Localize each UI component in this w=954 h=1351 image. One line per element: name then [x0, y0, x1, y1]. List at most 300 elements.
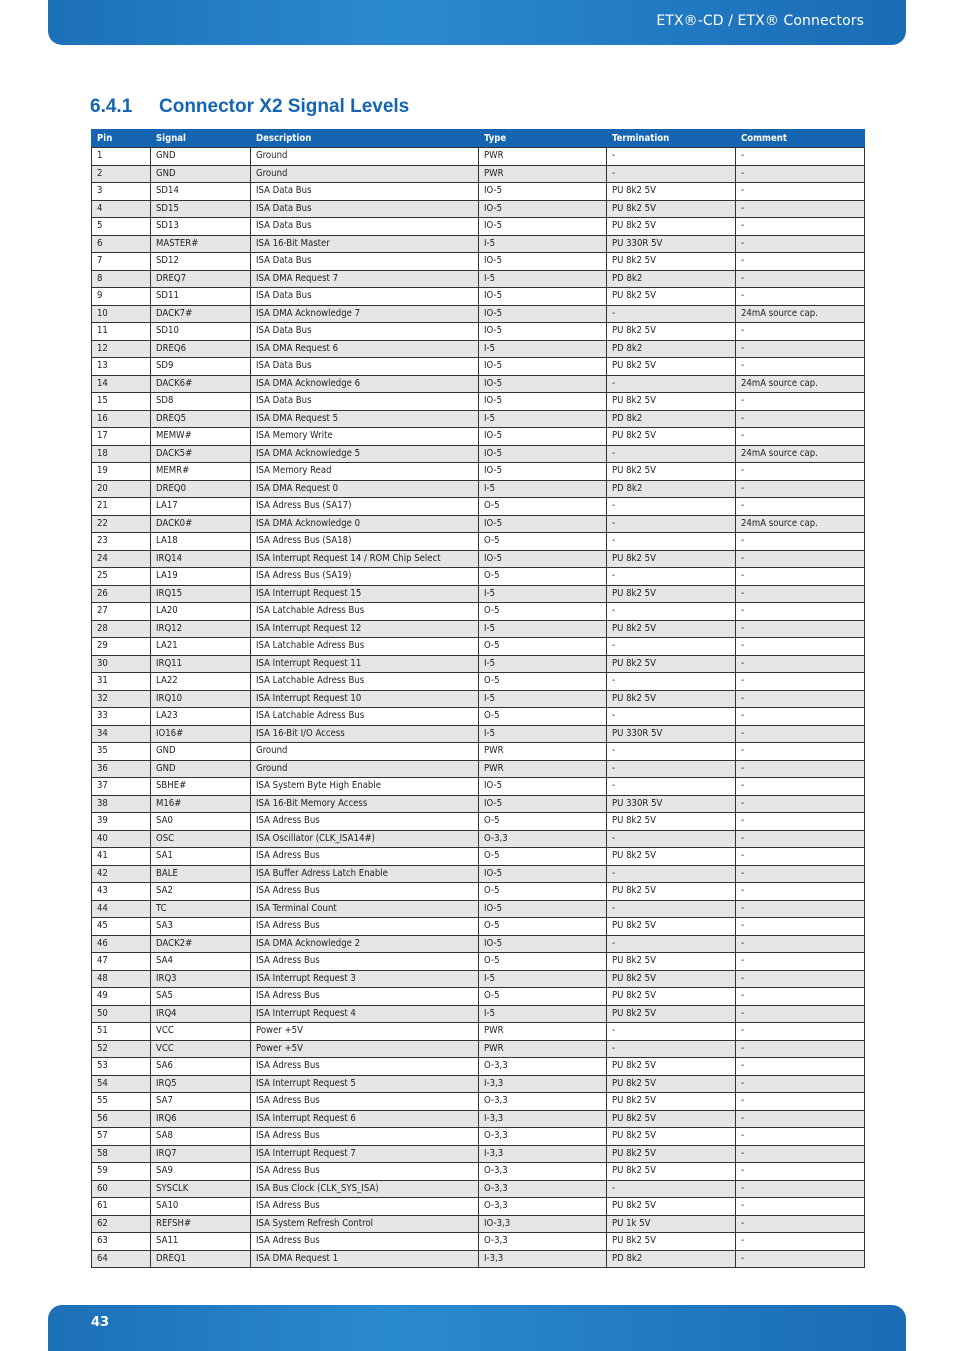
cell-signal: SA11: [151, 1233, 251, 1251]
cell-signal: IRQ3: [151, 970, 251, 988]
cell-termination: PD 8k2: [607, 1250, 736, 1268]
cell-comment: -: [736, 970, 865, 988]
table-row: [92, 725, 865, 743]
cell-type: O-5: [479, 498, 607, 516]
table-row: [92, 218, 865, 236]
table-row: [92, 1250, 865, 1268]
cell-description: ISA Interrupt Request 15: [251, 585, 479, 603]
cell-description: ISA DMA Acknowledge 0: [251, 515, 479, 533]
cell-type: I-3,3: [479, 1250, 607, 1268]
cell-type: I-5: [479, 1005, 607, 1023]
cell-pin: 29: [92, 638, 151, 656]
cell-termination: PU 8k2 5V: [607, 1005, 736, 1023]
cell-description: ISA Data Bus: [251, 393, 479, 411]
cell-termination: -: [607, 638, 736, 656]
cell-comment: -: [736, 935, 865, 953]
cell-signal: SA4: [151, 953, 251, 971]
cell-termination: PU 8k2 5V: [607, 463, 736, 481]
cell-type: O-5: [479, 953, 607, 971]
table-row: [92, 970, 865, 988]
cell-comment: -: [736, 340, 865, 358]
cell-description: ISA Interrupt Request 5: [251, 1075, 479, 1093]
cell-pin: 32: [92, 690, 151, 708]
cell-description: ISA 16-Bit Master: [251, 235, 479, 253]
cell-description: ISA Interrupt Request 11: [251, 655, 479, 673]
table-row: [92, 428, 865, 446]
cell-signal: IRQ5: [151, 1075, 251, 1093]
cell-type: IO-5: [479, 463, 607, 481]
cell-comment: 24mA source cap.: [736, 445, 865, 463]
column-header-signal: Signal: [151, 130, 251, 148]
cell-type: IO-5: [479, 515, 607, 533]
cell-type: O-3,3: [479, 1128, 607, 1146]
table-row: [92, 795, 865, 813]
cell-type: O-3,3: [479, 830, 607, 848]
table-row: [92, 883, 865, 901]
cell-description: ISA Adress Bus: [251, 848, 479, 866]
cell-type: I-5: [479, 970, 607, 988]
cell-signal: DREQ5: [151, 410, 251, 428]
signal-levels-table: [91, 129, 865, 1268]
cell-description: ISA Latchable Adress Bus: [251, 603, 479, 621]
cell-type: O-3,3: [479, 1198, 607, 1216]
table-row: [92, 585, 865, 603]
cell-description: ISA Adress Bus: [251, 1233, 479, 1251]
cell-termination: PU 8k2 5V: [607, 883, 736, 901]
cell-description: ISA Interrupt Request 12: [251, 620, 479, 638]
cell-comment: 24mA source cap.: [736, 515, 865, 533]
cell-signal: DREQ1: [151, 1250, 251, 1268]
cell-comment: -: [736, 148, 865, 166]
cell-termination: PU 8k2 5V: [607, 1128, 736, 1146]
cell-comment: -: [736, 1198, 865, 1216]
cell-signal: LA18: [151, 533, 251, 551]
cell-signal: GND: [151, 148, 251, 166]
cell-pin: 16: [92, 410, 151, 428]
cell-pin: 27: [92, 603, 151, 621]
cell-pin: 50: [92, 1005, 151, 1023]
cell-pin: 40: [92, 830, 151, 848]
cell-termination: -: [607, 165, 736, 183]
cell-pin: 44: [92, 900, 151, 918]
cell-signal: IRQ7: [151, 1145, 251, 1163]
cell-description: Power +5V: [251, 1040, 479, 1058]
cell-signal: SA7: [151, 1093, 251, 1111]
table-row: [92, 498, 865, 516]
cell-description: ISA DMA Request 5: [251, 410, 479, 428]
footer-bar: [48, 1305, 906, 1351]
cell-comment: -: [736, 393, 865, 411]
cell-pin: 62: [92, 1215, 151, 1233]
cell-type: IO-5: [479, 253, 607, 271]
table-row: [92, 550, 865, 568]
table-row: [92, 1198, 865, 1216]
cell-comment: -: [736, 673, 865, 691]
cell-comment: -: [736, 795, 865, 813]
cell-signal: SA10: [151, 1198, 251, 1216]
cell-pin: 1: [92, 148, 151, 166]
cell-signal: SD8: [151, 393, 251, 411]
cell-pin: 36: [92, 760, 151, 778]
cell-type: I-5: [479, 655, 607, 673]
cell-comment: -: [736, 410, 865, 428]
cell-termination: PU 8k2 5V: [607, 1058, 736, 1076]
cell-description: ISA DMA Acknowledge 5: [251, 445, 479, 463]
cell-termination: -: [607, 760, 736, 778]
cell-signal: DACK0#: [151, 515, 251, 533]
cell-description: ISA Interrupt Request 6: [251, 1110, 479, 1128]
cell-comment: -: [736, 883, 865, 901]
cell-type: PWR: [479, 743, 607, 761]
cell-signal: VCC: [151, 1023, 251, 1041]
cell-signal: SA0: [151, 813, 251, 831]
cell-type: O-5: [479, 708, 607, 726]
cell-termination: -: [607, 743, 736, 761]
cell-comment: -: [736, 760, 865, 778]
cell-description: ISA Adress Bus: [251, 1058, 479, 1076]
cell-signal: IRQ6: [151, 1110, 251, 1128]
cell-description: ISA Latchable Adress Bus: [251, 638, 479, 656]
cell-termination: PU 8k2 5V: [607, 550, 736, 568]
table-row: [92, 708, 865, 726]
cell-description: ISA Adress Bus: [251, 883, 479, 901]
table-row: [92, 200, 865, 218]
cell-termination: PU 8k2 5V: [607, 428, 736, 446]
cell-signal: SD13: [151, 218, 251, 236]
cell-description: ISA System Byte High Enable: [251, 778, 479, 796]
cell-description: Ground: [251, 760, 479, 778]
cell-type: I-3,3: [479, 1145, 607, 1163]
cell-type: O-5: [479, 988, 607, 1006]
cell-comment: -: [736, 830, 865, 848]
cell-pin: 6: [92, 235, 151, 253]
cell-pin: 47: [92, 953, 151, 971]
cell-signal: DACK7#: [151, 305, 251, 323]
cell-type: I-5: [479, 235, 607, 253]
cell-termination: PU 8k2 5V: [607, 288, 736, 306]
table-row: [92, 1233, 865, 1251]
cell-description: ISA 16-Bit I/O Access: [251, 725, 479, 743]
cell-comment: -: [736, 1250, 865, 1268]
cell-termination: PU 8k2 5V: [607, 183, 736, 201]
cell-pin: 39: [92, 813, 151, 831]
cell-pin: 17: [92, 428, 151, 446]
cell-signal: IRQ4: [151, 1005, 251, 1023]
cell-pin: 55: [92, 1093, 151, 1111]
cell-type: I-5: [479, 270, 607, 288]
cell-comment: -: [736, 498, 865, 516]
cell-pin: 54: [92, 1075, 151, 1093]
cell-pin: 23: [92, 533, 151, 551]
cell-description: Power +5V: [251, 1023, 479, 1041]
cell-termination: PU 8k2 5V: [607, 323, 736, 341]
table-row: [92, 533, 865, 551]
cell-comment: -: [736, 323, 865, 341]
cell-signal: TC: [151, 900, 251, 918]
cell-description: ISA Adress Bus: [251, 813, 479, 831]
cell-termination: PU 8k2 5V: [607, 1110, 736, 1128]
page-title: [90, 96, 409, 118]
cell-description: ISA Data Bus: [251, 200, 479, 218]
cell-pin: 2: [92, 165, 151, 183]
cell-type: O-3,3: [479, 1093, 607, 1111]
cell-comment: -: [736, 1110, 865, 1128]
cell-type: I-5: [479, 340, 607, 358]
cell-description: ISA Adress Bus (SA17): [251, 498, 479, 516]
cell-pin: 31: [92, 673, 151, 691]
cell-termination: -: [607, 568, 736, 586]
cell-comment: -: [736, 690, 865, 708]
cell-type: O-5: [479, 568, 607, 586]
cell-termination: -: [607, 865, 736, 883]
cell-type: O-5: [479, 638, 607, 656]
cell-type: I-5: [479, 620, 607, 638]
cell-termination: -: [607, 900, 736, 918]
table-row: [92, 375, 865, 393]
cell-type: I-5: [479, 725, 607, 743]
cell-pin: 22: [92, 515, 151, 533]
cell-type: IO-5: [479, 550, 607, 568]
cell-type: PWR: [479, 760, 607, 778]
cell-termination: -: [607, 533, 736, 551]
cell-comment: -: [736, 1005, 865, 1023]
cell-termination: PU 8k2 5V: [607, 970, 736, 988]
cell-comment: -: [736, 778, 865, 796]
table-row: [92, 830, 865, 848]
cell-termination: -: [607, 1180, 736, 1198]
cell-pin: 46: [92, 935, 151, 953]
cell-termination: PD 8k2: [607, 340, 736, 358]
cell-comment: -: [736, 428, 865, 446]
cell-termination: -: [607, 375, 736, 393]
table-row: [92, 235, 865, 253]
cell-termination: -: [607, 445, 736, 463]
cell-termination: PD 8k2: [607, 480, 736, 498]
cell-description: ISA Adress Bus (SA18): [251, 533, 479, 551]
table-row: [92, 393, 865, 411]
cell-comment: -: [736, 988, 865, 1006]
cell-termination: -: [607, 498, 736, 516]
cell-signal: M16#: [151, 795, 251, 813]
cell-termination: -: [607, 708, 736, 726]
cell-termination: PU 330R 5V: [607, 235, 736, 253]
cell-signal: VCC: [151, 1040, 251, 1058]
table-row: [92, 673, 865, 691]
cell-pin: 20: [92, 480, 151, 498]
cell-termination: PU 8k2 5V: [607, 813, 736, 831]
cell-type: I-5: [479, 585, 607, 603]
cell-termination: PU 8k2 5V: [607, 918, 736, 936]
cell-description: ISA DMA Request 6: [251, 340, 479, 358]
cell-description: ISA Adress Bus: [251, 988, 479, 1006]
table-row: [92, 253, 865, 271]
cell-signal: SBHE#: [151, 778, 251, 796]
cell-signal: DREQ7: [151, 270, 251, 288]
cell-termination: PU 8k2 5V: [607, 1093, 736, 1111]
table-row: [92, 1128, 865, 1146]
table-row: [92, 445, 865, 463]
section-title: Connector X2 Signal Levels: [159, 96, 410, 117]
cell-signal: SD9: [151, 358, 251, 376]
cell-comment: -: [736, 638, 865, 656]
table-row: [92, 620, 865, 638]
cell-description: ISA DMA Request 0: [251, 480, 479, 498]
cell-signal: SA8: [151, 1128, 251, 1146]
cell-description: ISA DMA Request 1: [251, 1250, 479, 1268]
cell-comment: -: [736, 655, 865, 673]
cell-termination: PU 8k2 5V: [607, 585, 736, 603]
cell-type: IO-5: [479, 183, 607, 201]
cell-signal: GND: [151, 760, 251, 778]
cell-pin: 51: [92, 1023, 151, 1041]
cell-type: PWR: [479, 148, 607, 166]
table-row: [92, 918, 865, 936]
cell-pin: 4: [92, 200, 151, 218]
cell-description: ISA DMA Acknowledge 2: [251, 935, 479, 953]
cell-pin: 53: [92, 1058, 151, 1076]
cell-comment: 24mA source cap.: [736, 305, 865, 323]
cell-type: O-3,3: [479, 1058, 607, 1076]
cell-description: Ground: [251, 165, 479, 183]
header-bar: [48, 0, 906, 45]
cell-termination: PD 8k2: [607, 410, 736, 428]
cell-pin: 19: [92, 463, 151, 481]
cell-type: I-3,3: [479, 1075, 607, 1093]
table-row: [92, 1075, 865, 1093]
table-row: [92, 848, 865, 866]
cell-signal: DREQ6: [151, 340, 251, 358]
table-row: [92, 953, 865, 971]
cell-termination: -: [607, 515, 736, 533]
cell-description: ISA DMA Acknowledge 6: [251, 375, 479, 393]
table-row: [92, 1110, 865, 1128]
cell-comment: -: [736, 900, 865, 918]
cell-description: ISA Adress Bus: [251, 1093, 479, 1111]
cell-termination: PU 8k2 5V: [607, 690, 736, 708]
cell-termination: PU 8k2 5V: [607, 1145, 736, 1163]
cell-signal: MEMR#: [151, 463, 251, 481]
cell-signal: LA19: [151, 568, 251, 586]
cell-type: I-5: [479, 480, 607, 498]
cell-description: Ground: [251, 743, 479, 761]
cell-signal: IRQ15: [151, 585, 251, 603]
table-row: [92, 638, 865, 656]
cell-termination: PU 8k2 5V: [607, 655, 736, 673]
cell-signal: SYSCLK: [151, 1180, 251, 1198]
cell-type: O-5: [479, 533, 607, 551]
cell-signal: IRQ12: [151, 620, 251, 638]
cell-signal: SD15: [151, 200, 251, 218]
cell-signal: GND: [151, 743, 251, 761]
cell-description: Ground: [251, 148, 479, 166]
table-row: [92, 813, 865, 831]
cell-signal: LA17: [151, 498, 251, 516]
cell-pin: 59: [92, 1163, 151, 1181]
cell-description: ISA Adress Bus: [251, 953, 479, 971]
cell-termination: PU 8k2 5V: [607, 253, 736, 271]
table-row: [92, 1040, 865, 1058]
cell-termination: PU 8k2 5V: [607, 358, 736, 376]
cell-type: O-3,3: [479, 1163, 607, 1181]
cell-description: ISA Adress Bus (SA19): [251, 568, 479, 586]
cell-termination: -: [607, 673, 736, 691]
section-number: 6.4.1: [90, 96, 133, 117]
cell-signal: SA9: [151, 1163, 251, 1181]
cell-termination: PU 8k2 5V: [607, 393, 736, 411]
cell-type: O-5: [479, 673, 607, 691]
cell-type: IO-5: [479, 305, 607, 323]
cell-description: ISA 16-Bit Memory Access: [251, 795, 479, 813]
cell-pin: 11: [92, 323, 151, 341]
cell-termination: -: [607, 830, 736, 848]
cell-comment: 24mA source cap.: [736, 375, 865, 393]
cell-pin: 60: [92, 1180, 151, 1198]
column-header-termination: Termination: [607, 130, 736, 148]
cell-termination: -: [607, 603, 736, 621]
cell-pin: 56: [92, 1110, 151, 1128]
cell-description: ISA Interrupt Request 3: [251, 970, 479, 988]
cell-type: IO-5: [479, 358, 607, 376]
cell-signal: LA22: [151, 673, 251, 691]
cell-type: O-5: [479, 813, 607, 831]
cell-comment: -: [736, 235, 865, 253]
table-row: [92, 1163, 865, 1181]
cell-termination: PU 8k2 5V: [607, 1233, 736, 1251]
cell-pin: 7: [92, 253, 151, 271]
cell-comment: -: [736, 183, 865, 201]
cell-signal: SD10: [151, 323, 251, 341]
cell-termination: PU 8k2 5V: [607, 953, 736, 971]
column-header-comment: Comment: [736, 130, 865, 148]
cell-comment: -: [736, 288, 865, 306]
cell-description: ISA Data Bus: [251, 358, 479, 376]
cell-type: O-5: [479, 883, 607, 901]
cell-signal: SD14: [151, 183, 251, 201]
cell-signal: IRQ11: [151, 655, 251, 673]
table-row: [92, 760, 865, 778]
cell-pin: 34: [92, 725, 151, 743]
cell-pin: 45: [92, 918, 151, 936]
column-header-type: Type: [479, 130, 607, 148]
cell-termination: PU 330R 5V: [607, 725, 736, 743]
table-row: [92, 305, 865, 323]
cell-type: O-3,3: [479, 1180, 607, 1198]
cell-type: IO-5: [479, 900, 607, 918]
table-row: [92, 463, 865, 481]
cell-comment: -: [736, 480, 865, 498]
table-row: [92, 410, 865, 428]
cell-type: O-5: [479, 918, 607, 936]
cell-comment: -: [736, 358, 865, 376]
cell-description: ISA Latchable Adress Bus: [251, 708, 479, 726]
cell-type: O-5: [479, 603, 607, 621]
table-row: [92, 183, 865, 201]
cell-pin: 42: [92, 865, 151, 883]
cell-pin: 63: [92, 1233, 151, 1251]
cell-pin: 8: [92, 270, 151, 288]
cell-comment: -: [736, 218, 865, 236]
cell-signal: BALE: [151, 865, 251, 883]
cell-signal: OSC: [151, 830, 251, 848]
cell-comment: -: [736, 1023, 865, 1041]
cell-description: ISA DMA Acknowledge 7: [251, 305, 479, 323]
cell-comment: -: [736, 725, 865, 743]
cell-pin: 9: [92, 288, 151, 306]
cell-termination: PU 8k2 5V: [607, 1198, 736, 1216]
cell-pin: 49: [92, 988, 151, 1006]
cell-description: ISA Buffer Adress Latch Enable: [251, 865, 479, 883]
cell-pin: 64: [92, 1250, 151, 1268]
